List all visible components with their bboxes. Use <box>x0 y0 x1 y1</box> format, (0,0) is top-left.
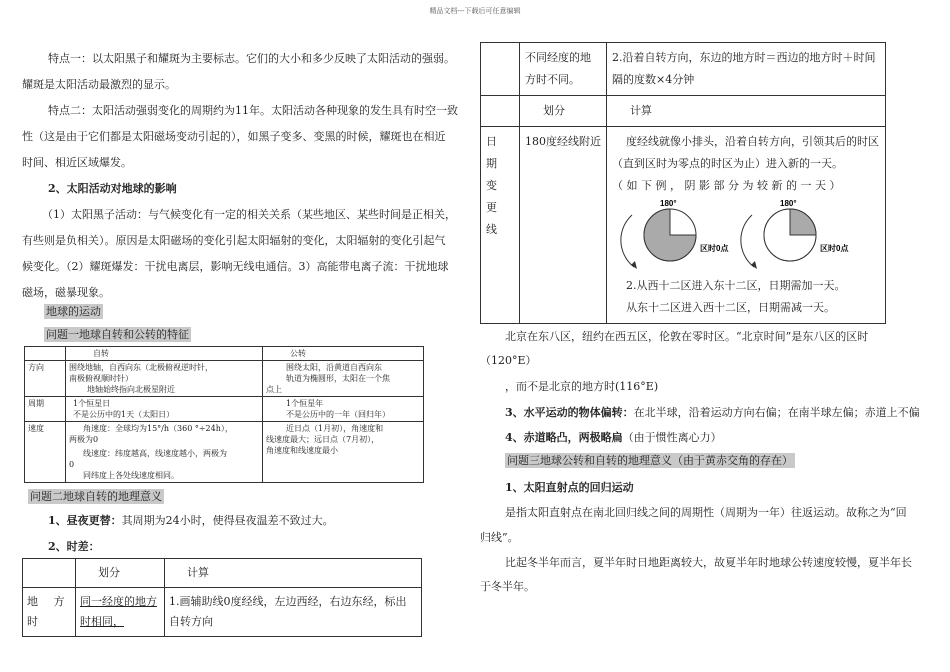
pie-zero-label-right: 区时0点 <box>820 244 849 253</box>
table3-head-empty <box>481 96 520 127</box>
table1-corner <box>25 347 66 361</box>
pie-top-label-left: 180° <box>660 199 677 208</box>
table1-label-speed: 速度 <box>25 422 66 483</box>
table2-label-local-time: 地 方 时 <box>23 588 76 637</box>
section-question-one: 问题一地球自转和公转的特征 <box>46 328 189 341</box>
rotation-arrow-right <box>741 215 754 267</box>
heading-solar-impact: 2、太阳活动对地球的影响 <box>48 182 177 195</box>
heading-subsolar-point: 1、太阳直射点的回归运动 <box>505 481 634 494</box>
paragraph-feature-two-line1: 特点二：太阳活动强弱变化的周期约为11年。太阳活动各种现象的发生具有时空一致 <box>48 104 458 117</box>
arrow-head-left <box>631 261 637 269</box>
arrow-head-right <box>751 261 757 269</box>
pie-zero-label-left: 区时0点 <box>700 244 729 253</box>
table1-revolution-speed: 近日点（1月初），角速度和 线速度最大；远日点（7月初）， 角速度和线速度最小 <box>263 422 424 483</box>
shaded-sector-right <box>790 209 816 235</box>
beijing-time-line2: （120°E） <box>480 354 537 367</box>
date-line-add-day: 2.从西十二区进入东十二区，日期需加一天。 <box>626 279 846 292</box>
subsolar-text-line2: 归线”。 <box>480 531 519 544</box>
paragraph-sunspot-line4: 磁场，磁暴现象。 <box>22 286 110 299</box>
season-text-line2: 于冬半年。 <box>480 580 535 593</box>
subsolar-text-line1: 是指太阳直射点在南北回归线之间的周期性（周期为一年）往返运动。故称之为“回 <box>505 506 907 519</box>
table3-head-division: 划分 <box>520 96 607 127</box>
paragraph-feature-two-line2: 性（这是由于它们都是太阳磁场变动引起的），如黑子变多、变黑的时候，耀斑也在相近 <box>22 130 446 143</box>
table1-rotation-speed: 角速度：全球均为15°/h（360 °÷24h）， 两极为0 线速度：纬度越高，线速度越小，两极为 0 同纬度上各处线速度相同。 <box>66 422 263 483</box>
heading-time-difference: 2、时差： <box>48 540 100 553</box>
table2-head-calc: 计算 <box>165 559 422 588</box>
page-header: 精品文档---下载后可任意编辑 <box>429 7 521 15</box>
heading-day-night: 1、昼夜更替： <box>48 514 122 527</box>
heading-oblate: 4、赤道略凸，两极略扁 <box>505 431 623 444</box>
paragraph-feature-one-line2: 耀斑是太阳活动最激烈的显示。 <box>22 78 176 91</box>
table3-head-calc: 计算 <box>607 96 886 127</box>
section-earth-motion: 地球的运动 <box>46 305 101 318</box>
table3-label-date-line: 日期 变 更 线 <box>481 127 520 324</box>
time-difference-table <box>22 558 422 637</box>
day-night-text: 其周期为24小时，使得昼夜温差不致过大。 <box>121 514 334 527</box>
beijing-time-line1: 北京在东八区，纽约在西五区，伦敦在零时区。“北京时间”是东八区的区时 <box>505 330 869 343</box>
season-text-line1: 比起冬半年而言，夏半年时日地距离较大，故夏半年时地球公转速度较慢，夏半年长 <box>505 556 912 569</box>
beijing-time-line3: ，而不是北京的地方时(116°E) <box>505 380 659 393</box>
table2-local-time-division: 同一经度的地方时相同， <box>76 588 165 637</box>
pie-top-label-right: 180° <box>780 199 797 208</box>
rotation-revolution-table <box>24 346 424 483</box>
table1-revolution-period: 1个恒星年 不是公历中的一年（回归年） <box>263 397 424 422</box>
paragraph-feature-one-line1: 特点一：以太阳黑子和耀斑为主要标志。它们的大小和多少反映了太阳活动的强弱。 <box>48 52 455 65</box>
table3-r2-calc <box>607 127 886 324</box>
paragraph-sunspot-line2: 有些则是负相关）。原因是太阳磁场的变化引起太阳辐射的变化，太阳辐射的变化引起气 <box>22 234 446 247</box>
table1-revolution-direction: 围绕太阳，沿黄道自西向东 轨道为椭圆形，太阳在一个焦 点上 <box>263 361 424 397</box>
table3-r1-calc: 2.沿着自转方向，东边的地方时＝西边的地方时＋时间隔的度数×4分钟 <box>607 43 886 96</box>
table2-head-division: 划分 <box>76 559 165 588</box>
date-line-subtract-day: 从东十二区进入西十二区，日期需减一天。 <box>626 301 835 314</box>
table1-label-direction: 方向 <box>25 361 66 397</box>
paragraph-feature-two-line3: 时间、相近区域爆发。 <box>22 156 132 169</box>
deflection-text: 在北半球，沿着运动方向右偏；在南半球左偏；赤道上不偏 <box>633 406 920 419</box>
paragraph-sunspot-line1: （1）太阳黑子活动：与气候变化有一定的相关关系（某些地区、某些时间是正相关， <box>42 208 456 221</box>
date-line-table <box>480 42 886 324</box>
date-line-example-note: （ 如 下 例 ， 阴 影 部 分 为 较 新 的 一 天 ） <box>612 179 841 192</box>
paragraph-sunspot-line3: 候变化。（2）耀斑爆发：干扰电离层，影响无线电通信。3）高能带电离子流：干扰地球 <box>22 260 449 273</box>
section-question-three: 问题三地球公转和自转的地理意义（由于黄赤交角的存在） <box>507 454 793 467</box>
table1-rotation-direction: 围绕地轴，自西向东（北极俯视逆时针， 南极俯视顺时针） 地轴始终指向北极星附近 <box>66 361 263 397</box>
date-line-rule-text: 度经线就像小排头，沿着自转方向，引领其后的时区（直到区时为零点的时区为止）进入新的一天。 <box>612 135 879 170</box>
table1-head-revolution: 公转 <box>263 347 424 361</box>
table1-head-rotation: 自转 <box>66 347 263 361</box>
rotation-arrow-left <box>621 215 634 267</box>
oblate-text: （由于惯性离心力） <box>622 431 722 444</box>
date-line-diagrams <box>612 197 880 275</box>
section-question-two: 问题二地球自转的地理意义 <box>30 490 162 503</box>
table2-local-time-calc: 1.画辅助线0度经线，左边西经，右边东经，标出自转方向 <box>165 588 422 637</box>
table1-rotation-period: 1个恒星日 不是公历中的1天（太阳日） <box>66 397 263 422</box>
heading-deflection: 3、水平运动的物体偏转： <box>505 406 634 419</box>
table3-r1-division: 不同经度的地方时不同。 <box>520 43 607 96</box>
table3-r2-division: 180度经线附近 <box>520 127 607 324</box>
pie-diagram-svg <box>612 197 872 275</box>
table1-label-period: 周期 <box>25 397 66 422</box>
table3-empty-cell <box>481 43 520 96</box>
table2-corner <box>23 559 76 588</box>
